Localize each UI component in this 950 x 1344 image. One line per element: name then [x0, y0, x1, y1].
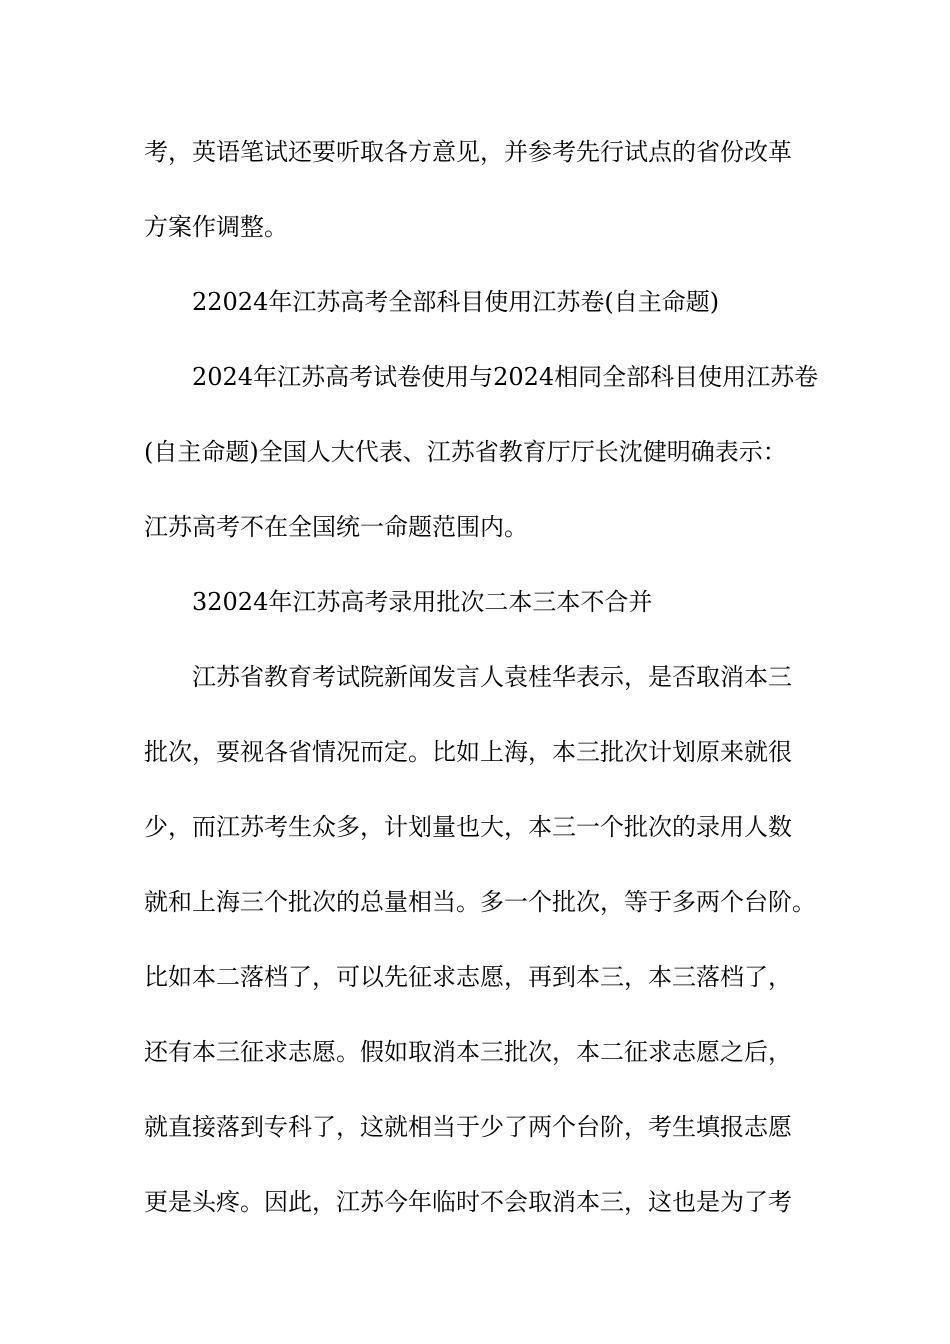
- section-heading: 22024年江苏高考全部科目使用江苏卷(自主命题): [192, 288, 720, 316]
- text-line: 少，而江苏考生众多，计划量也大，本三一个批次的录用人数: [144, 813, 792, 841]
- text-line: 比如本二落档了，可以先征求志愿，再到本三，本三落档了，: [144, 963, 792, 991]
- text-line: 江苏省教育考试院新闻发言人袁桂华表示，是否取消本三: [192, 663, 792, 691]
- text-line: (自主命题)全国人大代表、江苏省教育厅厅长沈健明确表示：: [144, 438, 787, 466]
- text-line: 考，英语笔试还要听取各方意见，并参考先行试点的省份改革: [144, 138, 792, 166]
- section-heading: 32024年江苏高考录用批次二本三本不合并: [192, 588, 653, 616]
- text-line: 2024年江苏高考试卷使用与2024相同全部科目使用江苏卷: [192, 363, 819, 391]
- text-line: 方案作调整。: [144, 213, 288, 241]
- text-line: 就直接落到专科了，这就相当于少了两个台阶，考生填报志愿: [144, 1113, 792, 1141]
- text-line: 更是头疼。因此，江苏今年临时不会取消本三，这也是为了考: [144, 1188, 792, 1216]
- text-line: 江苏高考不在全国统一命题范围内。: [144, 513, 528, 541]
- text-line: 批次，要视各省情况而定。比如上海，本三批次计划原来就很: [144, 738, 792, 766]
- text-line: 还有本三征求志愿。假如取消本三批次，本二征求志愿之后，: [144, 1038, 792, 1066]
- text-line: 就和上海三个批次的总量相当。多一个批次，等于多两个台阶。: [144, 888, 816, 916]
